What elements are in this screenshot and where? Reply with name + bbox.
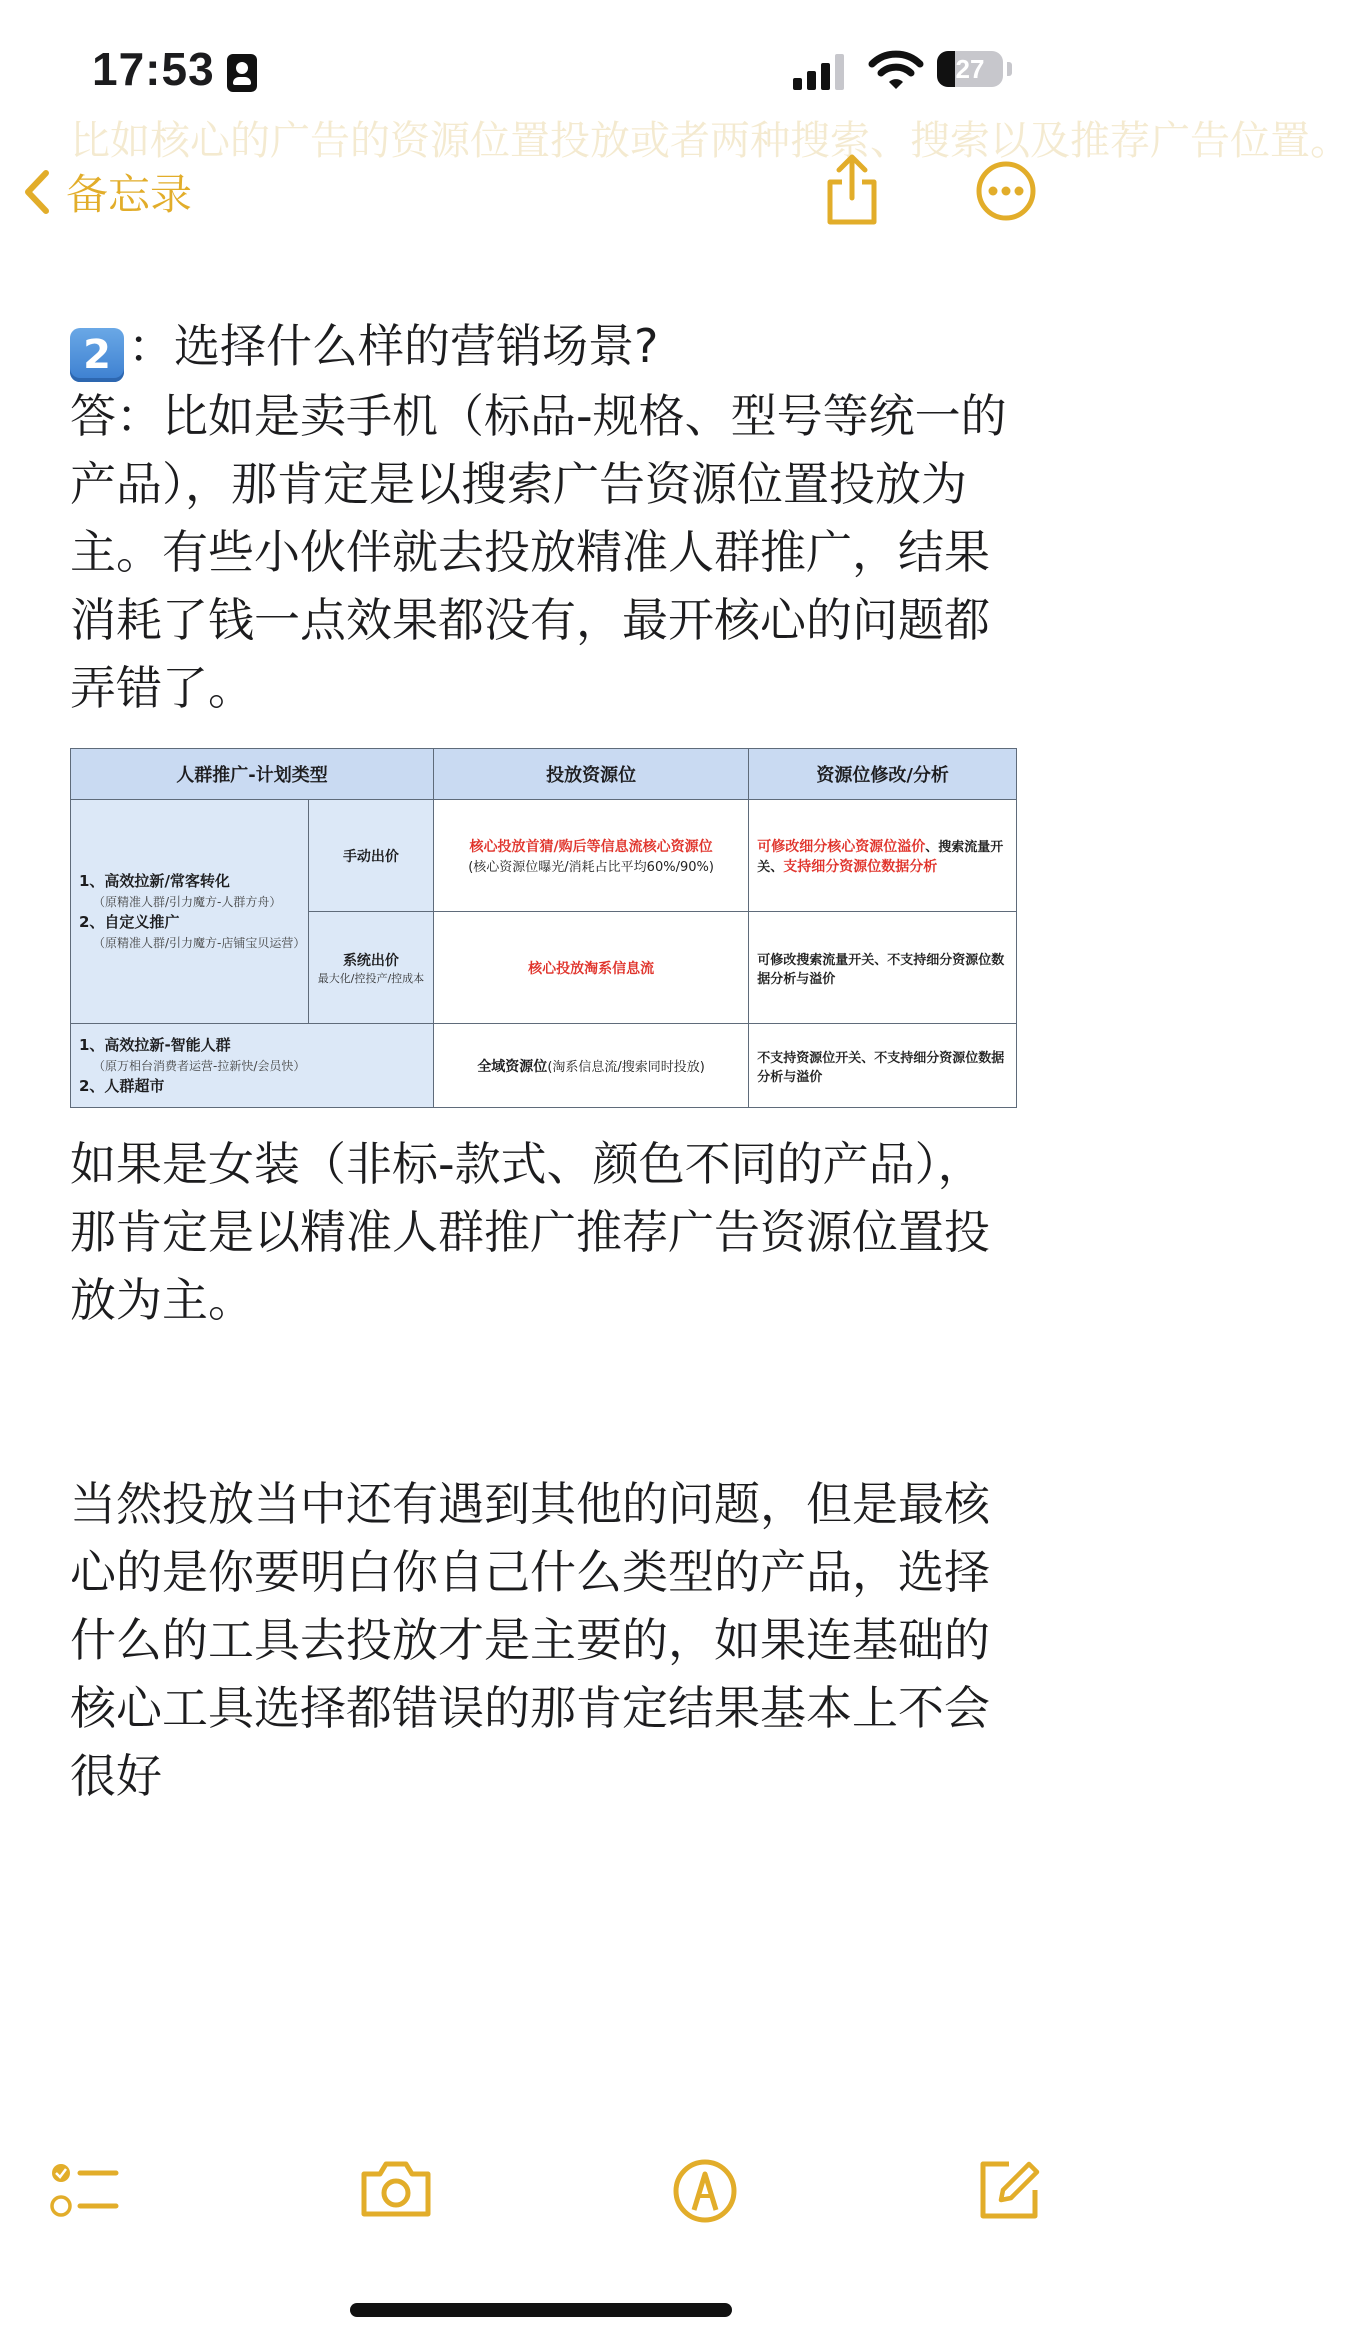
number-two-keycap-icon: 2 xyxy=(70,328,124,382)
table-cell-row3-resource xyxy=(433,1024,748,1108)
battery-icon xyxy=(937,51,1003,87)
row1-analysis-mid: 、搜索流量开关、 xyxy=(757,839,1004,875)
group1-item2: 2、自定义推广 xyxy=(79,912,180,931)
conclusion-paragraph: 当然投放当中还有遇到其他的问题，但是最核心的是你要明白你自己什么类型的产品，选择什么的工具去投放才是主要的，如果连基础的核心工具选择都错误的那肯定结果基本上不会很好 xyxy=(70,1477,990,1803)
table-header-plan-type: 人群推广-计划类型 xyxy=(71,749,434,800)
row1-analysis-red1: 可修改细分核心资源位溢价 xyxy=(757,838,926,855)
row3-resource: 全域资源位 xyxy=(477,1058,548,1075)
note-body[interactable] xyxy=(70,312,1020,722)
checklist-icon[interactable] xyxy=(50,2158,120,2224)
table-header-analysis: 资源位修改/分析 xyxy=(749,749,1017,800)
table-cell-row2-resource xyxy=(433,912,748,1024)
group2-item2: 2、人群超市 xyxy=(79,1076,165,1095)
group1-item1-sub: （原精准人群/引力魔方-人群方舟） xyxy=(93,894,282,909)
table-cell-row1-resource xyxy=(433,800,748,912)
group1-item1: 1、高效拉新/常客转化 xyxy=(79,871,230,890)
share-icon[interactable] xyxy=(822,152,882,228)
table-cell-group2 xyxy=(71,1024,434,1108)
bottom-toolbar xyxy=(0,2140,1080,2250)
battery-percent: 27 xyxy=(955,54,985,84)
table-cell-manual-bid: 手动出价 xyxy=(308,800,433,912)
back-button[interactable] xyxy=(20,162,192,222)
question-line xyxy=(70,312,1020,382)
women-paragraph: 如果是女装（非标-款式、颜色不同的产品），那肯定是以精准人群推广推荐广告资源位置投放为主。 xyxy=(70,1137,990,1327)
note-body-continued[interactable] xyxy=(70,1130,1020,1810)
table-cell-row2-analysis: 可修改搜索流量开关、不支持细分资源位数据分析与溢价 xyxy=(749,912,1017,1024)
table-cell-group1 xyxy=(71,800,309,1024)
compose-icon[interactable] xyxy=(975,2158,1041,2224)
table-cell-system-bid xyxy=(308,912,433,1024)
battery-nub xyxy=(1007,62,1012,76)
row3-resource-note: (淘系信息流/搜索同时投放) xyxy=(547,1059,705,1075)
row2-label: 系统出价 xyxy=(342,952,399,969)
contact-card-icon xyxy=(227,54,257,92)
answer-paragraph: 答：比如是卖手机（标品-规格、型号等统一的产品），那肯定是以搜索广告资源位置投放为主。有些小伙伴就去投放精准人群推广，结果消耗了钱一点效果都没有，最开核心的问题都弄错了。 xyxy=(70,389,1007,715)
more-options-icon[interactable] xyxy=(975,160,1037,222)
scrolled-content-ghost: 比如核心的广告的资源位置投放或者两种搜索、搜索以及推荐广告位置。 xyxy=(70,118,1350,164)
group1-item2-sub: （原精准人群/引力魔方-店铺宝贝运营） xyxy=(93,935,306,950)
row1-resource-note: (核心资源位曝光/消耗占比平均60%/90%) xyxy=(468,860,714,875)
cellular-signal-icon xyxy=(793,54,845,90)
embedded-table-image[interactable] xyxy=(70,748,1017,1108)
camera-icon[interactable] xyxy=(358,2158,434,2220)
blank-lines xyxy=(70,1334,1020,1470)
status-time: 17:53 xyxy=(92,43,215,95)
table-cell-row3-analysis: 不支持资源位开关、不支持细分资源位数据分析与溢价 xyxy=(749,1024,1017,1108)
back-label: 备忘录 xyxy=(66,170,193,219)
row1-analysis-red2: 支持细分资源位数据分析 xyxy=(783,858,938,875)
group2-item1: 1、高效拉新-智能人群 xyxy=(79,1035,231,1054)
home-indicator[interactable] xyxy=(350,2303,732,2317)
group2-item1-sub: （原万相台消费者运营-拉新快/会员快） xyxy=(93,1058,306,1073)
row2-resource-red: 核心投放淘系信息流 xyxy=(528,960,655,977)
row2-label-sub: 最大化/控投产/控成本 xyxy=(317,971,425,985)
wifi-icon xyxy=(868,50,924,92)
nav-bar xyxy=(0,150,1080,250)
question-text: ：选择什么样的营销场景? xyxy=(128,319,659,373)
table-cell-row1-analysis xyxy=(749,800,1017,912)
table-header-resource: 投放资源位 xyxy=(433,749,748,800)
markup-pen-icon[interactable] xyxy=(672,2158,738,2224)
row1-resource-red: 核心投放首猜/购后等信息流核心资源位 xyxy=(469,839,713,855)
chevron-left-icon xyxy=(20,167,52,217)
